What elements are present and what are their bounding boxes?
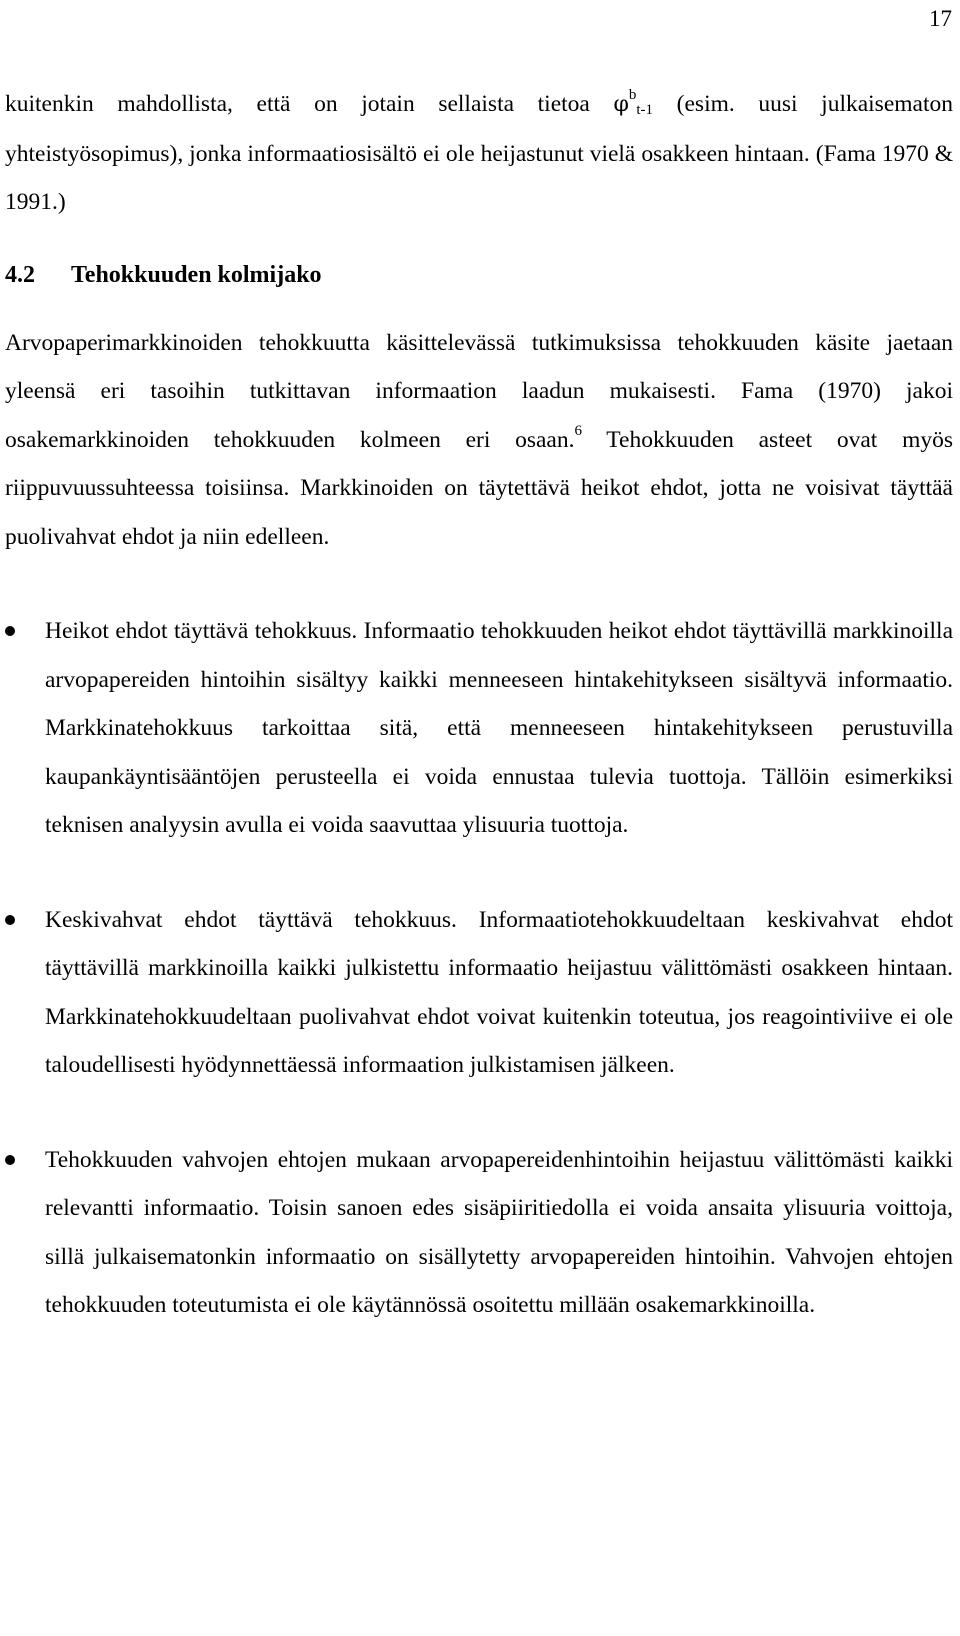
bullet-icon xyxy=(5,626,15,636)
page-body xyxy=(5,80,953,1376)
list-item-text: Heikot ehdot täyttävä tehokkuus. Informaatio tehokkuuden heikot ehdot täyttävillä markkinoilla arvopapereiden hintoihin sisältyy kaikki menneeseen hintakehitykseen sisältyvä informaatio. Markkinatehokkuus tarkoittaa sitä, että menneeseen hintakehitykseen perustuvilla kaupankäyntisääntöjen perusteella ei voida ennustaa tulevia tuottoja. Tällöin esimerkiksi teknisen analyysin avulla ei voida saavuttaa ylisuuria tuottoja. xyxy=(45,618,953,838)
footnote-reference: 6 xyxy=(574,422,582,439)
main-text-end: Tehokkuuden asteet ovat myös riippuvuussuhteessa toisiinsa. Markkinoiden on täytettävä heikot ehdot, jotta ne voisivat täyttää puolivahvat ehdot ja niin edelleen. xyxy=(5,426,953,550)
intro-paragraph xyxy=(5,80,953,227)
list-item xyxy=(5,1136,953,1330)
phi-superscript: b xyxy=(628,87,637,103)
section-title: Tehokkuuden kolmijako xyxy=(71,261,322,288)
intro-text-start: kuitenkin mahdollista, että on jotain sellaista tietoa xyxy=(5,91,614,117)
list-item xyxy=(5,896,953,1090)
section-heading xyxy=(5,251,953,299)
phi-symbol: φ xyxy=(613,92,629,117)
bullet-icon xyxy=(5,1155,15,1165)
page-number: 17 xyxy=(929,6,952,31)
main-paragraph xyxy=(5,319,953,562)
list-item-text: Keskivahvat ehdot täyttävä tehokkuus. Informaatiotehokkuudeltaan keskivahvat ehdot täyttävillä markkinoilla kaikki julkistettu informaatio heijastuu välittömästi osakkeen hintaan. Markkinatehokkuudeltaan puolivahvat ehdot voivat kuitenkin toteutua, jos reagointiviive ei ole taloudellisesti hyödynnettäessä informaation julkistamisen jälkeen. xyxy=(45,906,953,1078)
phi-subscript: t-1 xyxy=(636,102,654,118)
section-number: 4.2 xyxy=(5,261,35,288)
list-item xyxy=(5,607,953,850)
list-item-text: Tehokkuuden vahvojen ehtojen mukaan arvopapereidenhintoihin heijastuu välittömästi kaikki relevantti informaatio. Toisin sanoen edes sisäpiiritiedolla ei voida ansaita ylisuuria voittoja, sillä julkaisematonkin informaatio on sisällytetty arvopapereiden hintoihin. Vahvojen ehtojen tehokkuuden toteutumista ei ole käytännössä osoitettu millään osakemarkkinoilla. xyxy=(45,1146,953,1318)
bullet-icon xyxy=(5,915,15,925)
intro-text-end: (esim. uusi julkaisematon yhteistyösopimus), jonka informaatiosisältö ei ole heijastunut vielä osakkeen hintaan. (Fama 1970 & 1991.) xyxy=(5,91,953,215)
efficiency-levels-list xyxy=(5,607,953,1330)
main-text-start: Arvopaperimarkkinoiden tehokkuutta käsittelevässä tutkimuksissa tehokkuuden käsite jaetaan yleensä eri tasoihin tutkittavan informaation laadun mukaisesti. Fama (1970) jakoi osakemarkkinoiden tehokkuuden kolmeen eri osaan. xyxy=(5,329,953,453)
